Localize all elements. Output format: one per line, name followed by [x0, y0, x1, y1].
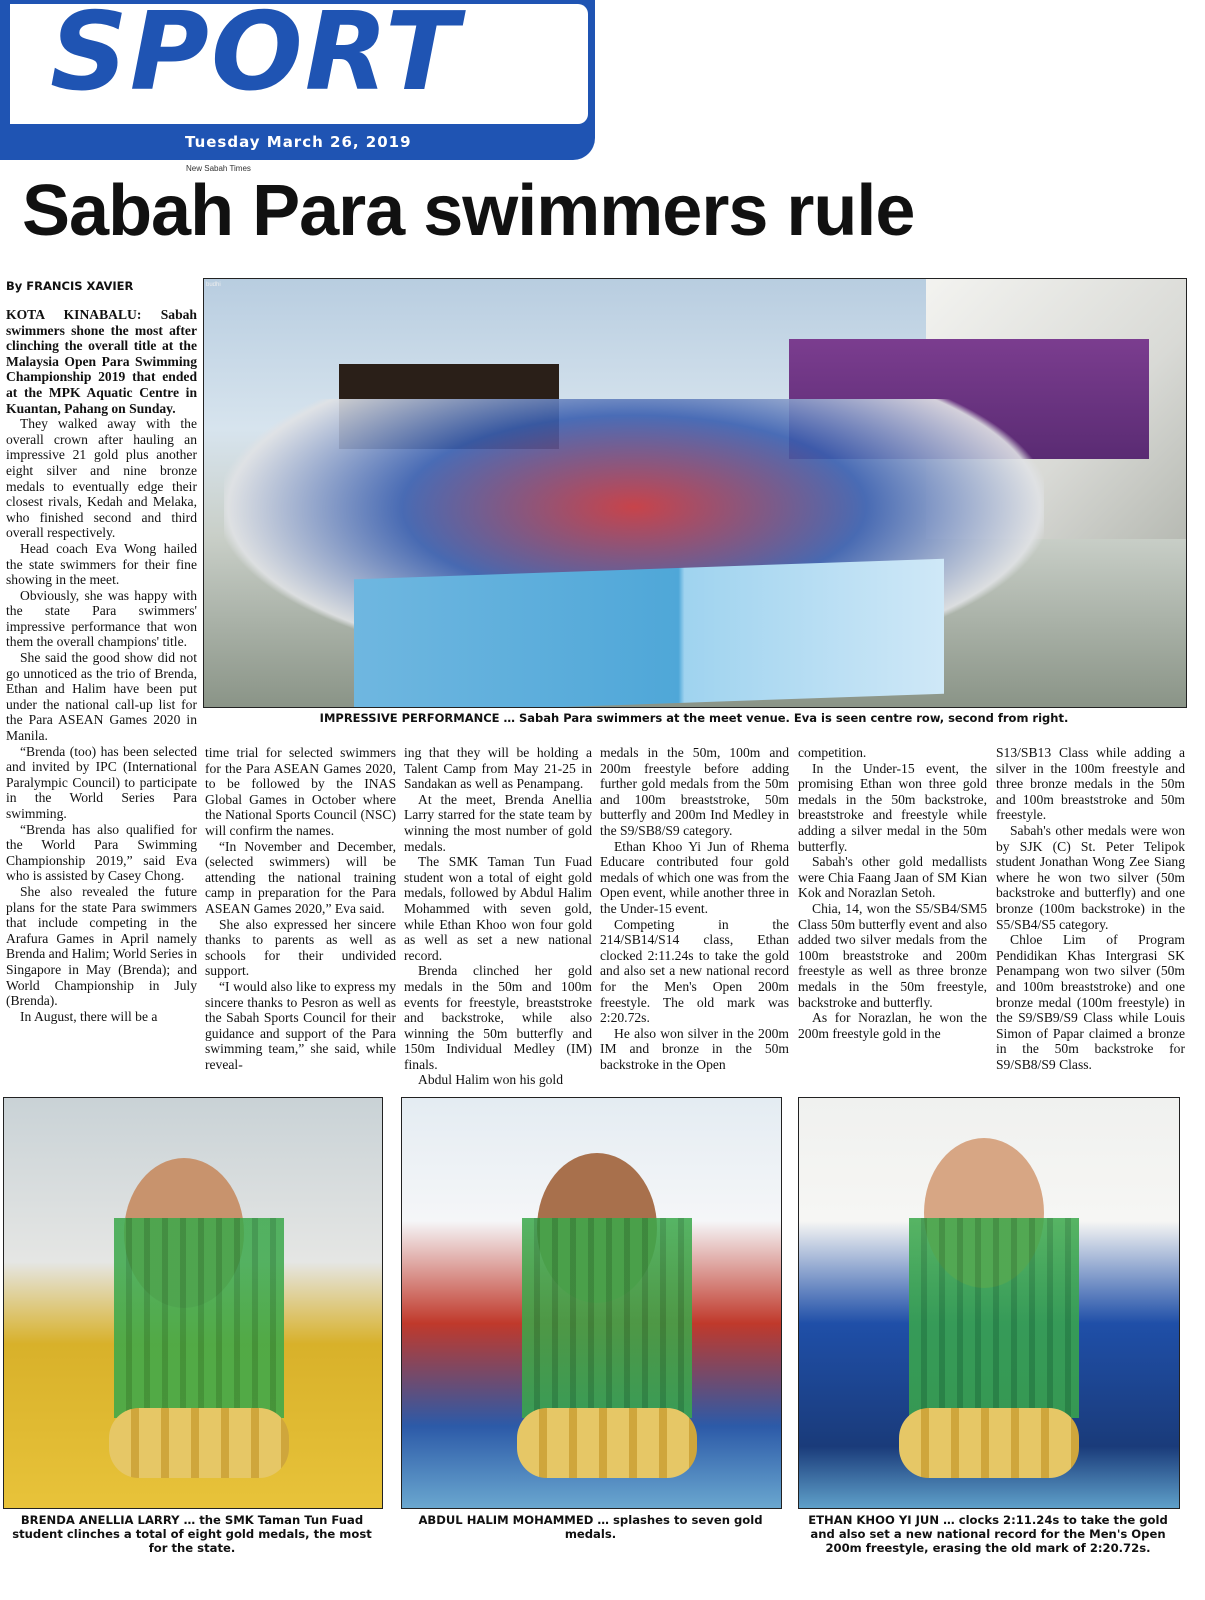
brenda-photo [3, 1097, 383, 1509]
section-title: SPORT [50, 0, 461, 115]
paragraph: Sabah's other gold medallists were Chia Faang Jaan of SM Kian Kok and Norazlan Setoh. [798, 854, 987, 901]
paragraph: At the meet, Brenda Anellia Larry starred for the state team by winning the most number of gold medals. [404, 791, 592, 854]
photo-gold-medals [109, 1408, 289, 1478]
lead-paragraph: KOTA KINABALU: Sabah swimmers shone the most after clinching the overall title at the Malaysia Open Para Swimming Championship 2019 that ended at the MPK Aquatic Centre in Kuantan, Pahang on Sunday. [6, 307, 197, 416]
paragraph: They walked away with the overall crown after hauling an impressive 21 gold plus another eight silver and nine bronze medals to eventually edge their closest rivals, Kedah and Melaka, who finished second and third overall respectively. [6, 416, 197, 541]
paragraph: As for Norazlan, he won the 200m freestyle gold in the [798, 1010, 987, 1041]
paragraph: In August, there will be a [20, 1008, 158, 1024]
ethan-photo [798, 1097, 1180, 1509]
publication-date: Tuesday March 26, 2019 [185, 133, 412, 151]
paragraph: “Brenda has also qualified for the World Para Swimming Championship 2019,” said Eva who is assisted by Casey Chong. [6, 821, 197, 884]
paragraph: “Brenda (too) has been selected and invited by IPC (International Paralympic Council) to participate in the World Series Para swimming. [6, 743, 197, 821]
paragraph: “In November and December, (selected swimmers) will be attending the national training camp in preparation for the Para ASEAN Games 2020,” Eva said. [205, 838, 396, 916]
photo-sabah-flag [354, 559, 944, 708]
halim-caption: ABDUL HALIM MOHAMMED … splashes to seven gold medals. [418, 1513, 763, 1541]
paragraph: medals in the 50m, 100m and 200m freestyle before adding further gold medals from the 50m and 100m breaststroke, 50m butterfly and 200m Ind Medley in the S9/SB8/S9 category. [600, 745, 789, 838]
headline: Sabah Para swimmers rule [22, 171, 915, 251]
paragraph: He also won silver in the 200m IM and bronze in the 50m backstroke in the Open [600, 1025, 789, 1072]
paragraph: ing that they will be holding a Talent Camp from May 21-25 in Sandakan as well as Penampang. [404, 745, 592, 792]
masthead [0, 0, 595, 160]
main-photo-caption: IMPRESSIVE PERFORMANCE … Sabah Para swimmers at the meet venue. Eva is seen centre row, second from right. [319, 711, 1069, 725]
brenda-caption: BRENDA ANELLIA LARRY … the SMK Taman Tun Fuad student clinches a total of eight gold medals, the most for the state. [12, 1513, 372, 1555]
main-team-photo [203, 278, 1187, 708]
paragraph: She said the good show did not go unnoticed as the trio of Brenda, Ethan and Halim have been put under the national call-up list for the Para ASEAN Games 2020 in Manila. [6, 650, 197, 744]
article-column-6 [996, 745, 1185, 1072]
paragraph: Abdul Halim won his gold [418, 1072, 563, 1088]
article-column-4 [600, 745, 789, 1072]
photo-credit: budhi [206, 282, 221, 288]
paragraph: competition. [798, 745, 867, 760]
paragraph: Competing in the 214/SB14/S14 class, Ethan clocked 2:11.24s to take the gold and also set a new national record for the Men's Open 200m freestyle. The old mark was 2:20.72s. [600, 916, 789, 1026]
paragraph: “I would also like to express my sincere thanks to Pesron as well as the Sabah Sports Council for their guidance and support of the Para swimming team,” she said, while reveal- [205, 978, 396, 1072]
article-column-5 [798, 745, 987, 1041]
paragraph: Sabah's other medals were won by SJK (C) St. Peter Telipok student Jonathan Wong Zee Siang where he won two silver (50m backstroke and butterfly) and one bronze (100m backstroke) in the S5/SB4/S5 category. [996, 822, 1185, 932]
paper-name: New Sabah Times [186, 164, 251, 173]
paragraph: Obviously, she was happy with the state Para swimmers' impressive performance that won them the overall champions' title. [6, 587, 197, 650]
paragraph: Brenda clinched her gold medals in the 50m and 100m events for freestyle, breaststroke and backstroke, while also winning the 50m butterfly and 150m Individual Medley (IM) finals. [404, 963, 592, 1072]
paragraph: Head coach Eva Wong hailed the state swimmers for their fine showing in the meet. [6, 540, 197, 588]
paragraph: S13/SB13 Class while adding a silver in the 100m freestyle and three bronze medals in the 50m and 100m breaststroke and 50m freestyle. [996, 745, 1185, 823]
paragraph: Ethan Khoo Yi Jun of Rhema Educare contributed four gold medals of which one was from the Open event, while another three in the Under-15 event. [600, 838, 789, 916]
photo-gold-medals [899, 1408, 1079, 1478]
paragraph: In the Under-15 event, the promising Ethan won three gold medals in the 50m backstroke, breaststroke and freestyle while adding a silver medal in the 50m butterfly. [798, 760, 987, 854]
paragraph: She also revealed the future plans for the state Para swimmers that include competing in the Arafura Games in April namely Brenda and Halim; World Series in Singapore in May (Brenda); and World Championship in July (Brenda). [6, 883, 197, 1009]
byline: By FRANCIS XAVIER [6, 279, 134, 293]
paragraph: The SMK Taman Tun Fuad student won a total of eight gold medals, followed by Abdul Halim Mohammed with seven gold, while Ethan Khoo won four gold as well as set a new national record. [404, 854, 592, 963]
halim-photo [401, 1097, 782, 1509]
article-column-1 [6, 307, 197, 1024]
paragraph: She also expressed her sincere thanks to parents as well as schools for their undivided support. [205, 916, 396, 979]
photo-medal-ribbons [114, 1218, 284, 1418]
paragraph: Chloe Lim of Program Pendidikan Khas Intergrasi SK Penampang won two silver (50m and 100m breaststroke) and one bronze medal (100m freestyle) in the S9/SB9/S9 Class while Louis Simon of Papar claimed a bronze in the 50m backstroke for S9/SB8/S9 Class. [996, 932, 1185, 1072]
article-column-2 [205, 745, 396, 1072]
photo-gold-medals [517, 1408, 697, 1478]
paragraph: Chia, 14, won the S5/SB4/SM5 Class 50m butterfly event and also added two silver medals from the 100m breaststroke and 200m freestyle as well as three bronze medals in the 50m freestyle, backstroke and butterfly. [798, 900, 987, 1010]
ethan-caption: ETHAN KHOO YI JUN … clocks 2:11.24s to take the gold and also set a new national record for the Men's Open 200m freestyle, erasing the old mark of 2:20.72s. [808, 1513, 1168, 1555]
photo-medal-ribbons [522, 1218, 692, 1418]
photo-medal-ribbons [909, 1218, 1079, 1418]
article-column-3 [404, 745, 592, 1088]
paragraph: time trial for selected swimmers for the Para ASEAN Games 2020, to be followed by the INAS Global Games in October where the National Sports Council (NSC) will confirm the names. [205, 745, 396, 838]
masthead-title-panel [10, 0, 588, 124]
